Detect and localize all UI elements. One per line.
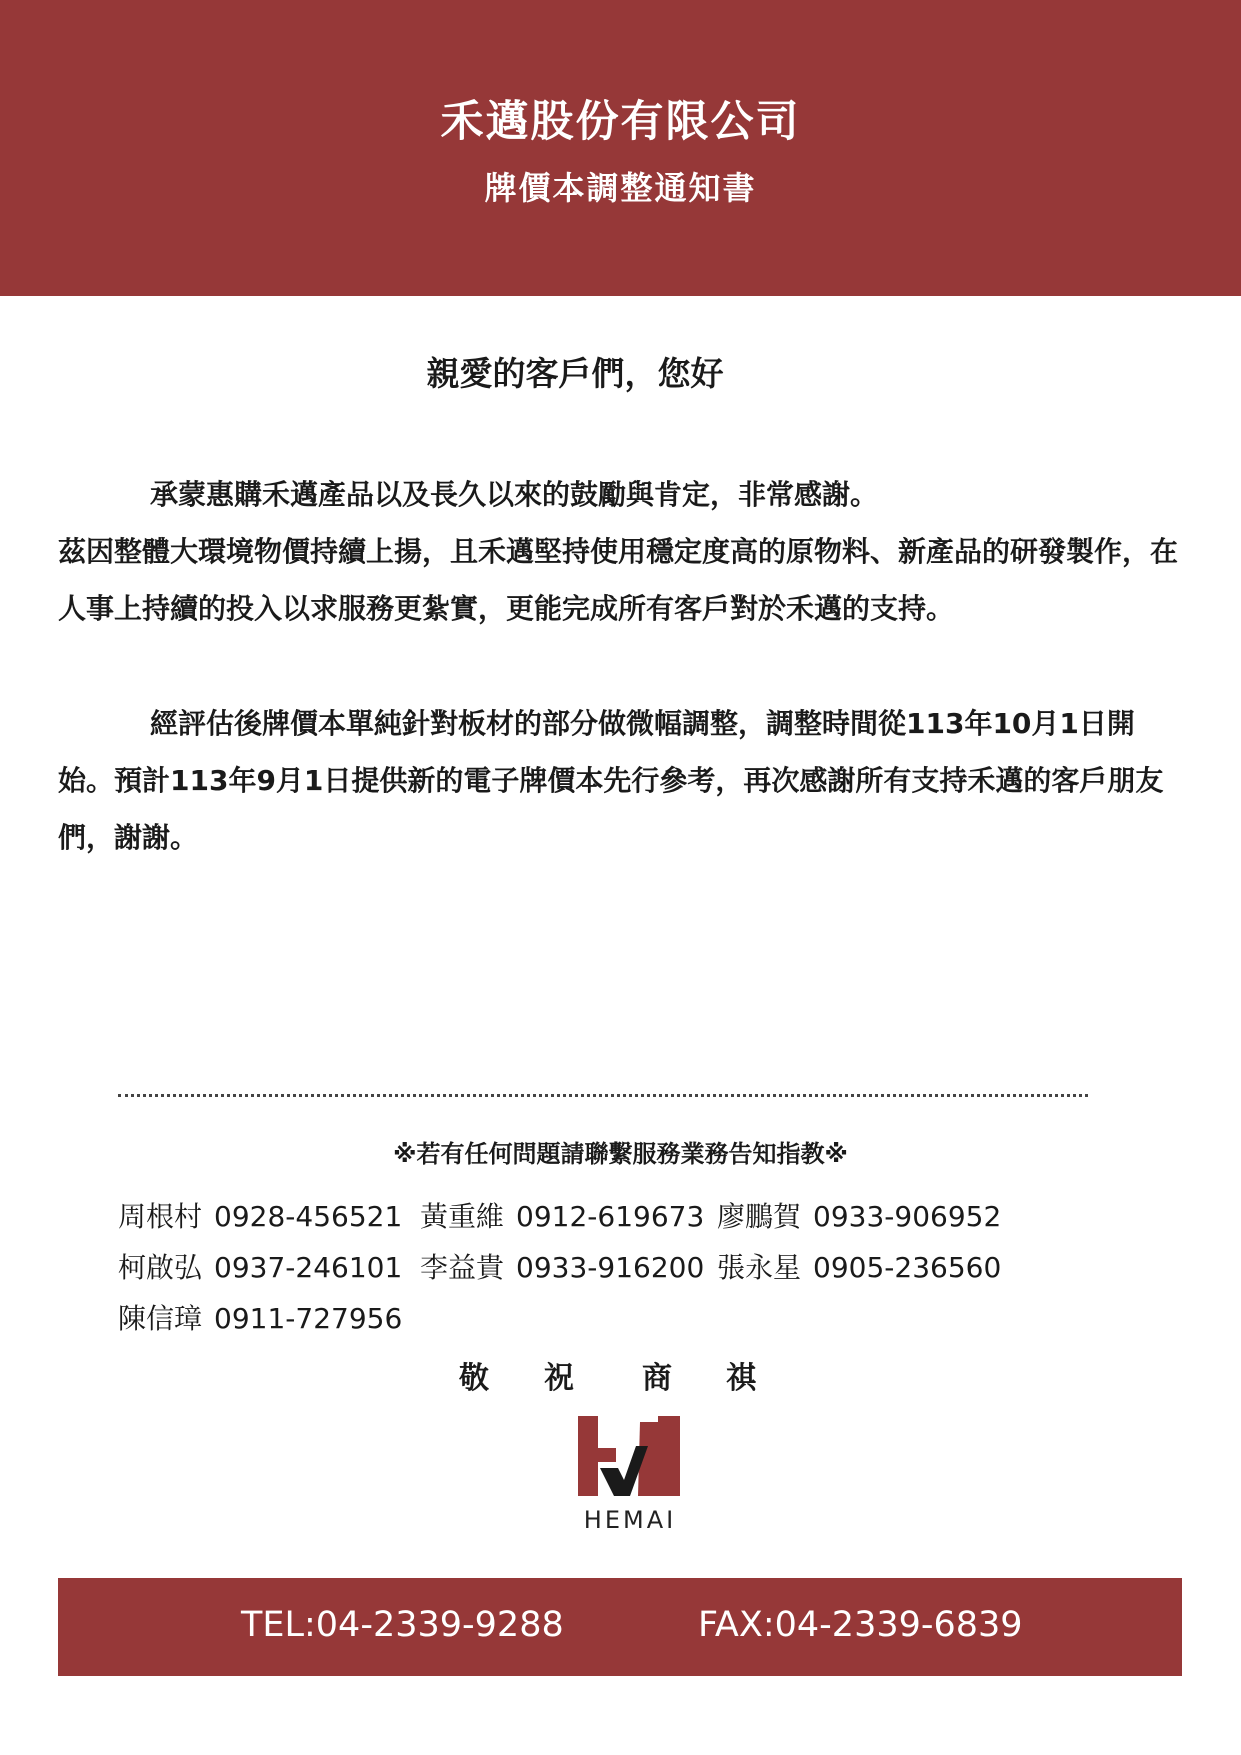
paragraph-thanks: 承蒙惠購禾邁產品以及長久以來的鼓勵與肯定，非常感謝。 [150, 478, 879, 511]
contact-phone: 0912-619673 [516, 1200, 705, 1233]
contact-name: 黃重維 [420, 1200, 505, 1233]
contact-row [118, 1297, 1001, 1348]
footer-bar [58, 1578, 1182, 1676]
tel-number: TEL:04-2339-9288 [241, 1605, 564, 1645]
closing-char: 祝 [544, 1361, 574, 1396]
logo-text: HEMAI [583, 1506, 677, 1534]
contact-item [717, 1195, 1001, 1235]
contact-name: 陳信璋 [118, 1302, 203, 1335]
contact-phone: 0928-456521 [214, 1200, 403, 1233]
closing-char: 商 [642, 1361, 672, 1396]
contact-name: 張永星 [717, 1251, 802, 1284]
paragraph-adjustment: 經評估後牌價本單純針對板材的部分做微幅調整，調整時間從113年10月1日開始。預計113年9月1日提供新的電子牌價本先行參考，再次感謝所有支持禾邁的客戶朋友們，謝謝。 [58, 707, 1164, 854]
contact-name: 廖鵬賀 [717, 1200, 802, 1233]
dotted-divider [118, 1094, 1088, 1097]
hemai-logo-icon [578, 1416, 680, 1496]
greeting: 親愛的客戶們，您好 [426, 354, 724, 393]
contact-phone: 0905-236560 [813, 1251, 1002, 1284]
contact-notice: ※若有任何問題請聯繫服務業務告知指教※ [393, 1140, 848, 1168]
contact-name: 柯啟弘 [118, 1251, 203, 1284]
company-name: 禾邁股份有限公司 [440, 97, 801, 147]
fax-number: FAX:04-2339-6839 [698, 1605, 1023, 1645]
contact-item [118, 1195, 420, 1235]
paragraph-reason: 茲因整體大環境物價持續上揚，且禾邁堅持使用穩定度高的原物料、新產品的研發製作，在人事上持續的投入以求服務更紮實，更能完成所有客戶對於禾邁的支持。 [58, 535, 1179, 625]
contact-name: 周根村 [118, 1200, 203, 1233]
contact-list [118, 1195, 1001, 1348]
contact-item [118, 1297, 420, 1337]
header-banner [0, 0, 1241, 296]
contact-row [118, 1195, 1001, 1246]
contact-phone: 0933-916200 [516, 1251, 705, 1284]
contact-item [118, 1246, 420, 1286]
closing-salutation [459, 1353, 756, 1397]
contact-phone: 0937-246101 [214, 1251, 403, 1284]
contact-name: 李益貴 [420, 1251, 505, 1284]
contact-item [717, 1246, 1001, 1286]
contact-phone: 0933-906952 [813, 1200, 1002, 1233]
document-title: 牌價本調整通知書 [484, 169, 757, 207]
contact-row [118, 1246, 1001, 1297]
closing-char: 祺 [726, 1361, 756, 1396]
contact-phone: 0911-727956 [214, 1302, 403, 1335]
closing-char: 敬 [459, 1361, 489, 1396]
contact-item [420, 1195, 717, 1235]
contact-item [420, 1246, 717, 1286]
